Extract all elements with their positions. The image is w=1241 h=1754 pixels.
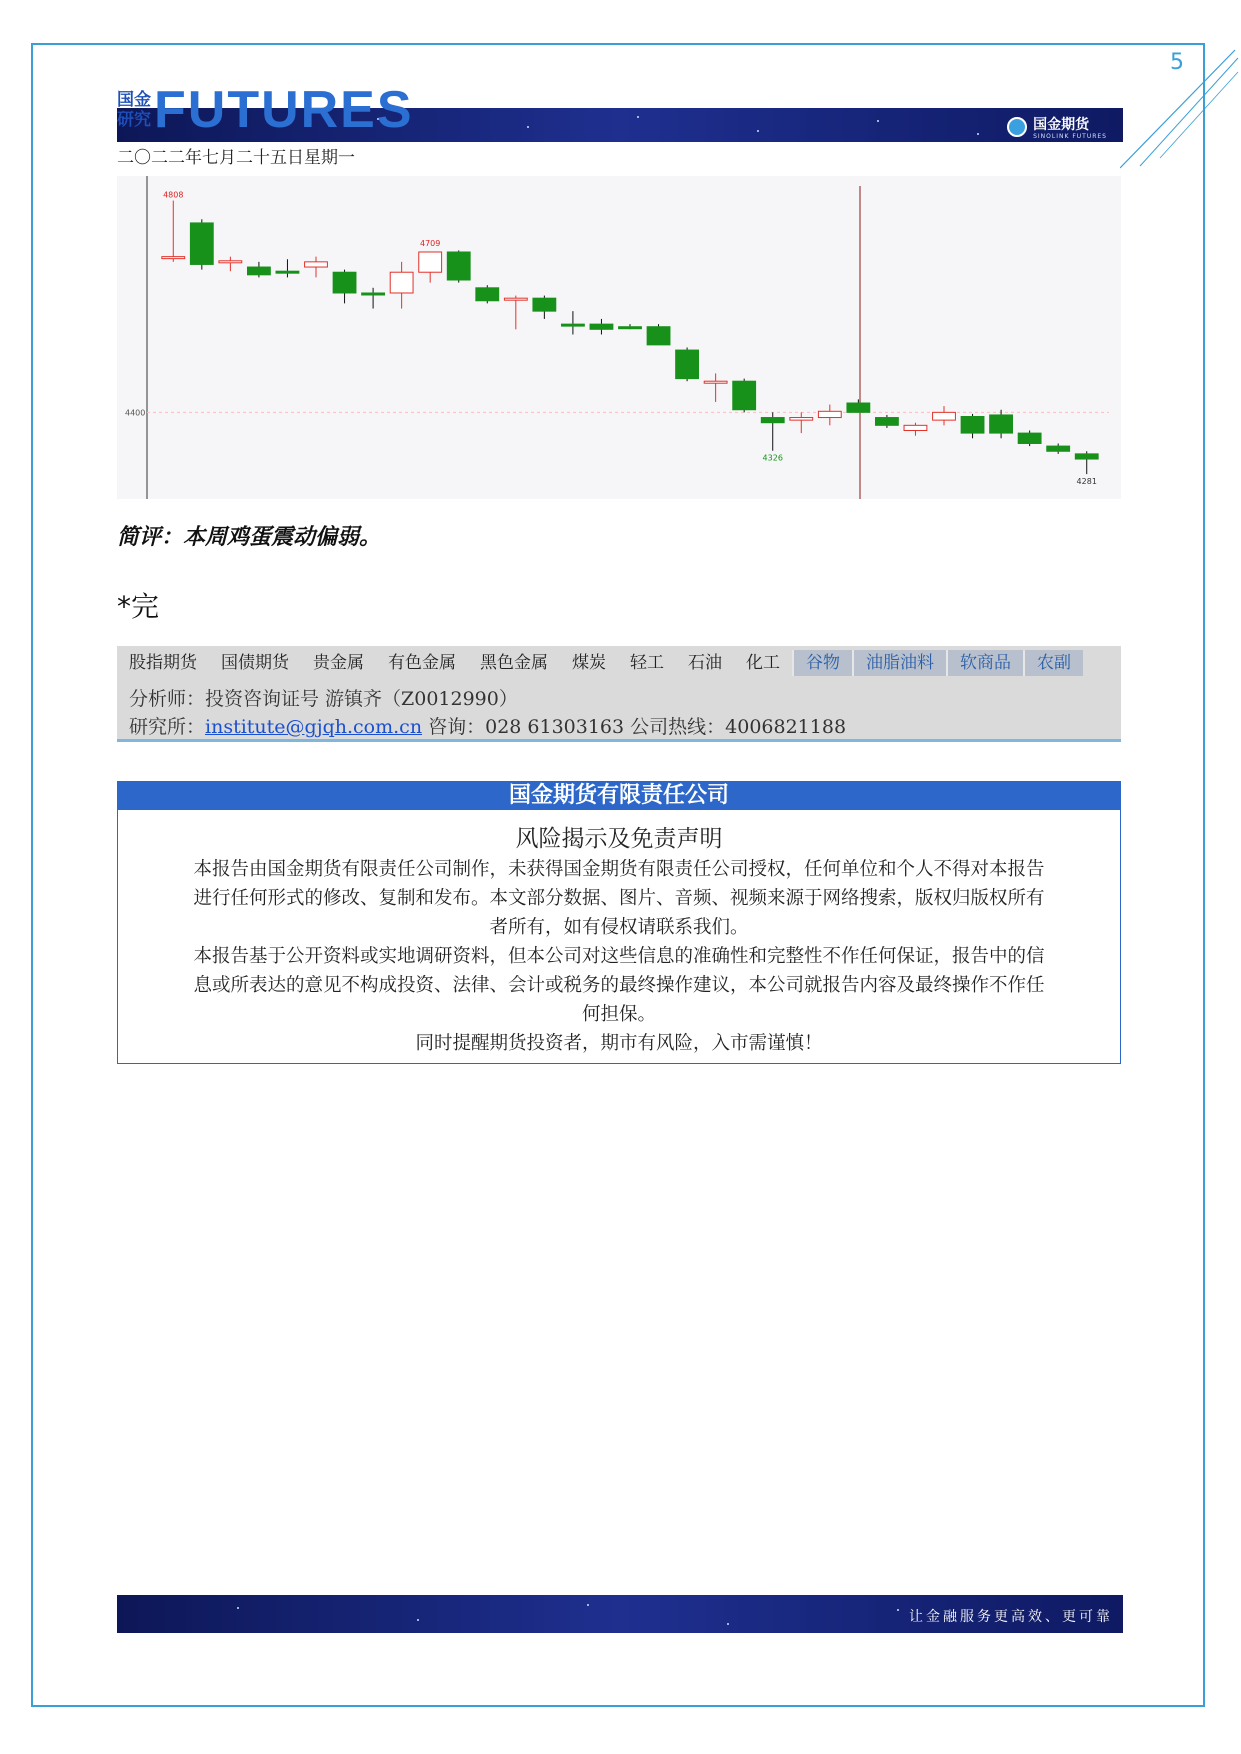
category-tab[interactable]: 有色金属 bbox=[388, 653, 456, 673]
institute-info bbox=[129, 712, 846, 739]
candle-body bbox=[818, 411, 841, 417]
disclaimer-line: 息或所表达的意见不构成投资、法律、会计或税务的最终操作建议，本公司就报告内容及最终操作不作任 bbox=[193, 975, 1045, 996]
candle-body bbox=[276, 271, 299, 273]
end-mark: *完 bbox=[117, 590, 160, 623]
candle-body bbox=[247, 267, 270, 275]
candle-body bbox=[190, 223, 213, 265]
category-tab[interactable]: 煤炭 bbox=[572, 653, 606, 673]
category-tab[interactable]: 油脂油料 bbox=[852, 650, 946, 676]
category-tab[interactable]: 轻工 bbox=[630, 653, 664, 673]
candle-body bbox=[733, 381, 756, 410]
logo-sub: SINOLINK FUTURES bbox=[1033, 133, 1107, 140]
candle-body bbox=[419, 252, 442, 272]
candle-body bbox=[647, 327, 670, 345]
price-annotation: 4709 bbox=[420, 238, 441, 248]
disclaimer-line: 本报告基于公开资料或实地调研资料，但本公司对这些信息的准确性和完整性不作任何保证，报告中的信 bbox=[193, 946, 1045, 967]
page-number: 5 bbox=[1170, 50, 1184, 75]
corner-decoration bbox=[1120, 48, 1240, 178]
disclaimer-line: 进行任何形式的修改、复制和发布。本文部分数据、图片、音频、视频来源于网络搜索，版权归版权所有 bbox=[193, 888, 1045, 909]
institute-email-link[interactable]: institute@gjqh.com.cn bbox=[205, 716, 423, 738]
analyst-info: 分析师：投资咨询证号 游镇齐（Z0012990） bbox=[129, 688, 518, 710]
candle-body bbox=[704, 381, 727, 383]
candle-body bbox=[761, 418, 784, 423]
candle-body bbox=[933, 412, 956, 420]
candle-body bbox=[504, 298, 527, 300]
category-tab[interactable]: 贵金属 bbox=[313, 653, 364, 673]
disclaimer-line: 者所有，如有侵权请联系我们。 bbox=[489, 917, 749, 938]
brand-cn-line1: 国金 bbox=[117, 90, 151, 110]
candle-body bbox=[333, 272, 356, 293]
candle-body bbox=[219, 261, 242, 263]
candle-body bbox=[619, 327, 642, 329]
disclaimer-line: 何担保。 bbox=[581, 1004, 656, 1025]
report-date: 二〇二二年七月二十五日星期一 bbox=[117, 148, 355, 168]
candle-body bbox=[961, 416, 984, 433]
price-annotation: 4326 bbox=[762, 453, 783, 463]
disclaimer-company: 国金期货有限责任公司 bbox=[118, 782, 1120, 810]
candle-body bbox=[590, 324, 613, 329]
candle-body bbox=[676, 350, 699, 379]
brand-futures: FUTURES bbox=[154, 81, 414, 139]
logo-icon bbox=[1007, 117, 1027, 137]
candle-body bbox=[790, 418, 813, 421]
candle-body bbox=[390, 272, 413, 293]
candle-body bbox=[162, 257, 185, 259]
price-annotation: 4808 bbox=[163, 190, 184, 200]
category-tab[interactable]: 农副 bbox=[1023, 650, 1083, 676]
candlestick-chart bbox=[117, 176, 1121, 499]
candle-body bbox=[447, 252, 470, 280]
category-tab[interactable]: 石油 bbox=[688, 653, 722, 673]
price-annotation: 4281 bbox=[1076, 477, 1097, 487]
candle-body bbox=[904, 425, 927, 430]
candle-body bbox=[533, 298, 556, 311]
disclaimer-title: 风险揭示及免责声明 bbox=[515, 826, 723, 852]
candle-body bbox=[561, 324, 584, 326]
brand-cn-line2: 研究 bbox=[117, 110, 151, 130]
candle-body bbox=[476, 288, 499, 301]
disclaimer-body bbox=[118, 855, 1120, 1058]
y-tick-label: 4400 bbox=[125, 408, 146, 418]
logo-name: 国金期货 bbox=[1033, 117, 1090, 133]
company-logo bbox=[1007, 114, 1107, 140]
candle-body bbox=[362, 293, 385, 295]
institute-label: 研究所： bbox=[129, 716, 206, 738]
candle-body bbox=[1018, 433, 1041, 443]
consult-info: 咨询：028 61303163 公司热线：4006821188 bbox=[422, 716, 847, 738]
candle-body bbox=[1075, 454, 1098, 459]
category-tab[interactable]: 股指期货 bbox=[129, 653, 197, 673]
candlestick-svg bbox=[117, 176, 1121, 499]
candle-body bbox=[847, 403, 870, 412]
category-tab[interactable]: 黑色金属 bbox=[480, 653, 548, 673]
candle-body bbox=[305, 262, 328, 267]
category-tabs bbox=[117, 650, 1083, 676]
brief-comment: 简评：本周鸡蛋震动偏弱。 bbox=[117, 525, 382, 550]
category-tab[interactable]: 化工 bbox=[746, 653, 780, 673]
category-tab[interactable]: 谷物 bbox=[792, 650, 852, 676]
brand-cn bbox=[117, 90, 151, 130]
candle-body bbox=[990, 415, 1013, 433]
footer-banner bbox=[117, 1595, 1123, 1633]
disclaimer-line: 本报告由国金期货有限责任公司制作，未获得国金期货有限责任公司授权，任何单位和个人不得对本报告 bbox=[193, 859, 1045, 880]
candle-body bbox=[1047, 446, 1070, 451]
category-tab[interactable]: 软商品 bbox=[946, 650, 1023, 676]
footer-slogan: 让金融服务更高效、更可靠 bbox=[909, 1609, 1113, 1625]
category-tab[interactable]: 国债期货 bbox=[221, 653, 289, 673]
disclaimer-line: 同时提醒期货投资者，期市有风险，入市需谨慎！ bbox=[415, 1033, 823, 1054]
disclaimer-box bbox=[117, 781, 1121, 1064]
category-nav-panel bbox=[117, 646, 1121, 742]
candle-body bbox=[875, 418, 898, 426]
